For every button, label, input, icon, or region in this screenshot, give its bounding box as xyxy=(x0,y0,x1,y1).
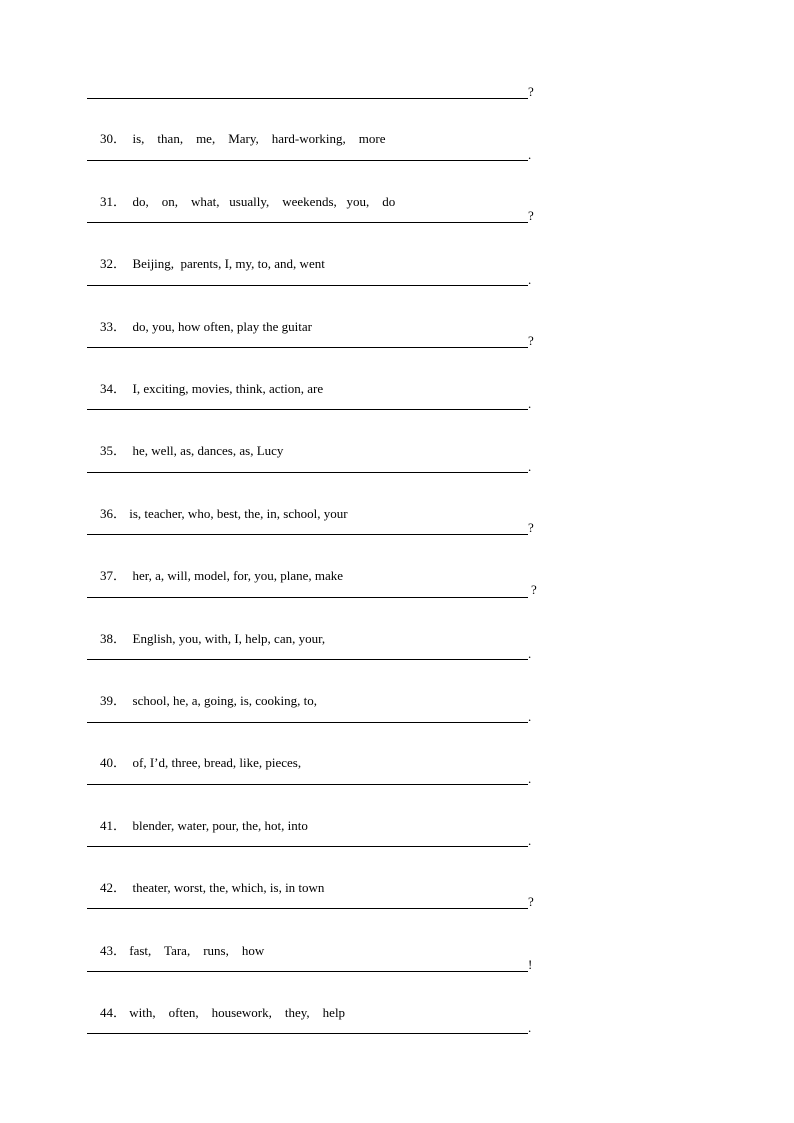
end-punctuation: ? xyxy=(528,84,534,99)
end-punctuation: . xyxy=(528,272,532,287)
end-punctuation: ! xyxy=(528,957,533,972)
question-number: 44． xyxy=(100,1005,127,1020)
question-number: 43． xyxy=(100,943,127,958)
question-item xyxy=(87,365,323,413)
question-number: 33． xyxy=(100,319,127,334)
word-prompt: fast, Tara, runs, how xyxy=(126,943,265,958)
question-number: 41． xyxy=(100,818,127,833)
word-prompt: blender, water, pour, the, hot, into xyxy=(126,818,308,833)
question-item xyxy=(87,927,264,975)
question-number: 38． xyxy=(100,631,127,646)
answer-line[interactable] xyxy=(87,659,528,660)
end-punctuation: ? xyxy=(531,582,537,597)
answer-line[interactable] xyxy=(87,597,528,598)
question-item xyxy=(87,615,325,663)
question-number: 40． xyxy=(100,755,127,770)
question-item xyxy=(87,427,283,475)
word-prompt: of, I’d, three, bread, like, pieces, xyxy=(126,755,302,770)
end-punctuation: . xyxy=(528,771,532,786)
question-item xyxy=(87,115,385,163)
question-item xyxy=(87,303,312,351)
question-item xyxy=(87,802,308,850)
question-item xyxy=(87,178,395,226)
answer-line[interactable] xyxy=(87,1033,528,1034)
word-prompt: do, you, how often, play the guitar xyxy=(126,319,312,334)
answer-line[interactable] xyxy=(87,409,528,410)
answer-line[interactable] xyxy=(87,908,528,909)
end-punctuation: . xyxy=(528,1020,532,1035)
word-prompt: school, he, a, going, is, cooking, to, xyxy=(126,693,318,708)
word-prompt: is, than, me, Mary, hard-working, more xyxy=(126,131,386,146)
answer-line[interactable] xyxy=(87,784,528,785)
word-prompt: her, a, will, model, for, you, plane, make xyxy=(126,568,344,583)
end-punctuation: ? xyxy=(528,894,534,909)
answer-line[interactable] xyxy=(87,98,528,99)
question-item xyxy=(87,490,348,538)
answer-line[interactable] xyxy=(87,222,528,223)
answer-line[interactable] xyxy=(87,971,528,972)
end-punctuation: . xyxy=(528,459,532,474)
end-punctuation: . xyxy=(528,709,532,724)
end-punctuation: . xyxy=(528,147,532,162)
end-punctuation: . xyxy=(528,646,532,661)
question-number: 35． xyxy=(100,443,127,458)
word-prompt: with, often, housework, they, help xyxy=(126,1005,346,1020)
word-prompt: English, you, with, I, help, can, your, xyxy=(126,631,326,646)
question-number: 36． xyxy=(100,506,127,521)
word-prompt: do, on, what, usually, weekends, you, do xyxy=(126,194,396,209)
answer-line[interactable] xyxy=(87,472,528,473)
word-prompt: theater, worst, the, which, is, in town xyxy=(126,880,325,895)
end-punctuation: ? xyxy=(528,208,534,223)
answer-line[interactable] xyxy=(87,347,528,348)
answer-line[interactable] xyxy=(87,160,528,161)
end-punctuation: . xyxy=(528,396,532,411)
word-prompt: I, exciting, movies, think, action, are xyxy=(126,381,324,396)
answer-line[interactable] xyxy=(87,534,528,535)
answer-line[interactable] xyxy=(87,285,528,286)
question-item xyxy=(87,552,343,600)
question-number: 34． xyxy=(100,381,127,396)
question-item xyxy=(87,240,325,288)
word-prompt: is, teacher, who, best, the, in, school, your xyxy=(126,506,348,521)
question-number: 30． xyxy=(100,131,127,146)
question-number: 42． xyxy=(100,880,127,895)
question-item xyxy=(87,989,345,1037)
answer-line[interactable] xyxy=(87,846,528,847)
end-punctuation: ? xyxy=(528,333,534,348)
question-number: 32． xyxy=(100,256,127,271)
question-item xyxy=(87,677,317,725)
end-punctuation: . xyxy=(528,833,532,848)
answer-line[interactable] xyxy=(87,722,528,723)
question-number: 37． xyxy=(100,568,127,583)
word-prompt: Beijing, parents, I, my, to, and, went xyxy=(126,256,325,271)
question-number: 39． xyxy=(100,693,127,708)
question-item xyxy=(87,864,324,912)
question-item xyxy=(87,739,301,787)
end-punctuation: ? xyxy=(528,520,534,535)
word-prompt: he, well, as, dances, as, Lucy xyxy=(126,443,284,458)
question-number: 31． xyxy=(100,194,127,209)
